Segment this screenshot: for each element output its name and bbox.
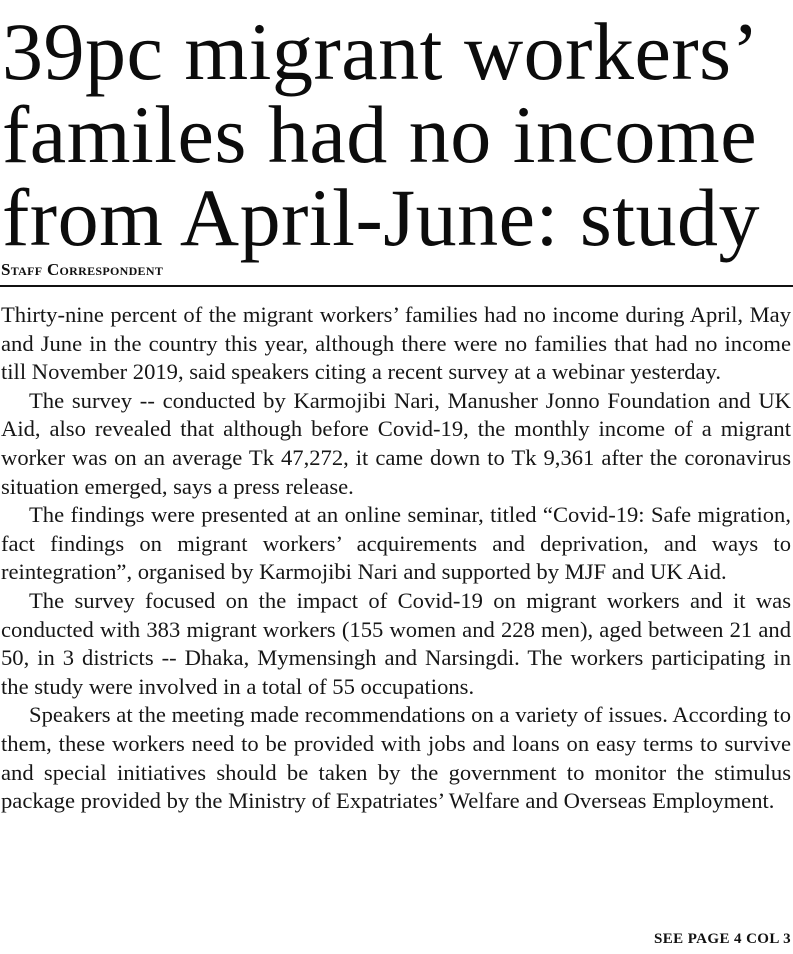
continuation-jump-line: SEE PAGE 4 COL 3: [654, 931, 791, 947]
paragraph-3: The findings were presented at an online seminar, titled “Covid-19: Safe migration, fact findings on migrant workers’ acquirements and deprivation, and ways to reintegration”, organised by Karmojibi Nari and supported by MJF and UK Aid.: [1, 502, 791, 585]
paragraph-5: Speakers at the meeting made recommendations on a variety of issues. According to them, these workers need to be provided with jobs and loans on easy terms to survive and special initiatives should be taken by the government to monitor the stimulus package provided by the Ministry of Expatriates’ Welfare and Overseas Employment.: [1, 702, 791, 814]
paragraph-2: The survey -- conducted by Karmojibi Nari, Manusher Jonno Foundation and UK Aid, also revealed that although before Covid-19, the monthly income of a migrant worker was on an average Tk 47,272, it came down to Tk 9,361 after the coronavirus situation emerged, says a press release.: [1, 387, 791, 499]
byline: Staff Correspondent: [1, 260, 164, 279]
headline-line-2: familes had no income: [2, 89, 758, 180]
headline: [0, 0, 793, 263]
paragraph-4: The survey focused on the impact of Covid-19 on migrant workers and it was conducted with 383 migrant workers (155 women and 228 men), aged between 21 and 50, in 3 districts -- Dhaka, Mymensingh and Narsingdi. The workers participating in the study were involved in a total of 55 occupations.: [1, 587, 791, 699]
paragraph-1: Thirty-nine percent of the migrant workers’ families had no income during April, May and June in the country this year, although there were no families that had no income till November 2019, said speakers citing a recent survey at a webinar yesterday.: [1, 302, 791, 385]
headline-line-3: from April-June: study: [2, 172, 761, 263]
divider-rule: [0, 285, 793, 287]
article-body: [0, 301, 793, 816]
headline-line-1: 39pc migrant workers’: [2, 6, 760, 97]
